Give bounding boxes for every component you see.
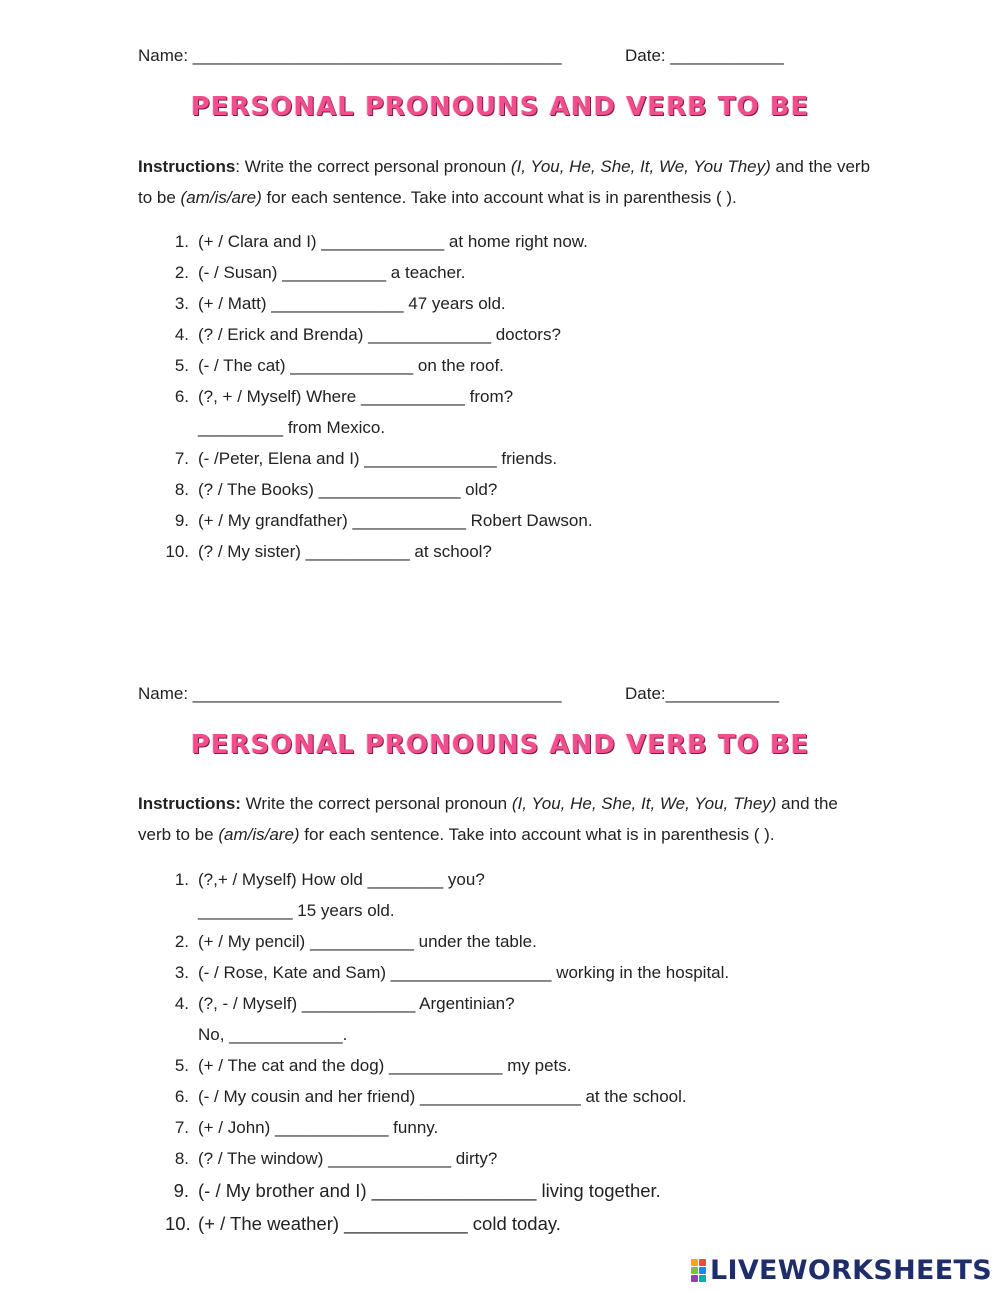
- item-sentence: __________ 15 years old.: [198, 901, 395, 920]
- logo-tile: [691, 1267, 698, 1274]
- item-sentence: (+ / My pencil) ___________ under the table.: [198, 932, 537, 951]
- item-number: 1.: [174, 870, 189, 889]
- item-sentence: (+ / The cat and the dog) ____________ my pets.: [198, 1056, 572, 1075]
- item-sentence: No, ____________.: [198, 1025, 348, 1044]
- item-sentence: (+ / Matt) ______________ 47 years old.: [198, 294, 506, 313]
- instructions-label: Instructions: [138, 157, 236, 176]
- item-sentence: (- / Rose, Kate and Sam) _________________ working in the hospital.: [198, 963, 730, 982]
- instructions: [138, 789, 873, 850]
- instructions-text-3: for each sentence. Take into account what is in parenthesis ( ).: [261, 187, 737, 207]
- pronoun-list: (I, You, He, She, It, We, You They): [510, 157, 771, 176]
- item-number: 2.: [174, 932, 189, 951]
- item-sentence: (? / The window) _____________ dirty?: [198, 1149, 498, 1168]
- item-number: 10.: [165, 1213, 191, 1234]
- instructions-text-1: Write the correct personal pronoun: [240, 794, 512, 813]
- instructions-text-3: for each sentence. Take into account what is in parenthesis ( ).: [299, 824, 775, 844]
- item-sentence: (- /Peter, Elena and I) ______________ friends.: [198, 449, 558, 468]
- item-sentence: (?, + / Myself) Where ___________ from?: [198, 387, 514, 406]
- logo-tile: [699, 1275, 706, 1282]
- item-number: 6.: [174, 387, 189, 406]
- instructions: [138, 152, 873, 213]
- item-sentence: (- / The cat) _____________ on the roof.: [198, 356, 504, 375]
- name-field-label: Name: _______________________________________: [138, 684, 562, 703]
- item-number: 3.: [174, 963, 189, 982]
- item-sentence: (- / Susan) ___________ a teacher.: [198, 263, 466, 282]
- instructions-text-2: and the verb to be: [138, 794, 838, 844]
- item-sentence: (+ / My grandfather) ____________ Robert Dawson.: [198, 511, 593, 530]
- item-number: 5.: [174, 356, 189, 375]
- logo-tile: [691, 1275, 698, 1282]
- liveworksheets-logo: [691, 1255, 992, 1286]
- item-number: 8.: [174, 1149, 189, 1168]
- pronoun-list: (I, You, He, She, It, We, You, They): [511, 794, 777, 813]
- verb-forms: (am/is/are): [218, 824, 300, 844]
- logo-tile: [699, 1267, 706, 1274]
- item-number: 9.: [174, 511, 189, 530]
- item-number: 8.: [174, 480, 189, 499]
- item-sentence: (?,+ / Myself) How old ________ you?: [198, 870, 485, 889]
- name-field-label: Name: _______________________________________: [138, 46, 562, 65]
- item-number: 4.: [174, 325, 189, 344]
- item-sentence: (? / The Books) _______________ old?: [198, 480, 498, 499]
- item-sentence: (- / My cousin and her friend) _________________ at the school.: [198, 1087, 687, 1106]
- item-number: 9.: [173, 1180, 189, 1201]
- item-number: 7.: [174, 1118, 189, 1137]
- item-sentence: (+ / Clara and I) _____________ at home right now.: [198, 232, 588, 251]
- item-number: 7.: [174, 449, 189, 468]
- liveworksheets-logo-text: LIVEWORKSHEETS: [709, 1255, 992, 1286]
- date-field-label: Date:____________: [625, 684, 780, 703]
- item-number: 6.: [174, 1087, 189, 1106]
- verb-forms: (am/is/are): [180, 187, 262, 207]
- item-sentence: (+ / The weather) ____________ cold today.: [198, 1213, 561, 1234]
- item-sentence: (?, - / Myself) ____________ Argentinian?: [198, 994, 515, 1013]
- item-sentence: (- / My brother and I) ________________ living together.: [198, 1180, 661, 1201]
- item-number: 5.: [174, 1056, 189, 1075]
- item-sentence: (? / My sister) ___________ at school?: [198, 542, 492, 561]
- worksheet-title: PERSONAL PRONOUNS AND VERB TO BE: [190, 92, 810, 122]
- logo-tile: [691, 1259, 698, 1266]
- instructions-text-2: and the verb to be: [138, 157, 871, 207]
- date-field-label: Date: ____________: [625, 46, 784, 65]
- item-sentence: (+ / John) ____________ funny.: [198, 1118, 439, 1137]
- item-sentence: _________ from Mexico.: [198, 418, 386, 437]
- logo-tile: [699, 1259, 706, 1266]
- item-number: 4.: [174, 994, 189, 1013]
- liveworksheets-logo-icon: [691, 1259, 706, 1282]
- instructions-label: Instructions:: [138, 794, 241, 813]
- item-sentence: (? / Erick and Brenda) _____________ doctors?: [198, 325, 561, 344]
- worksheet-title: PERSONAL PRONOUNS AND VERB TO BE: [190, 730, 810, 760]
- item-number: 3.: [174, 294, 189, 313]
- item-number: 1.: [174, 232, 189, 251]
- item-number: 10.: [165, 542, 189, 561]
- instructions-text-1: : Write the correct personal pronoun: [235, 157, 511, 176]
- item-number: 2.: [174, 263, 189, 282]
